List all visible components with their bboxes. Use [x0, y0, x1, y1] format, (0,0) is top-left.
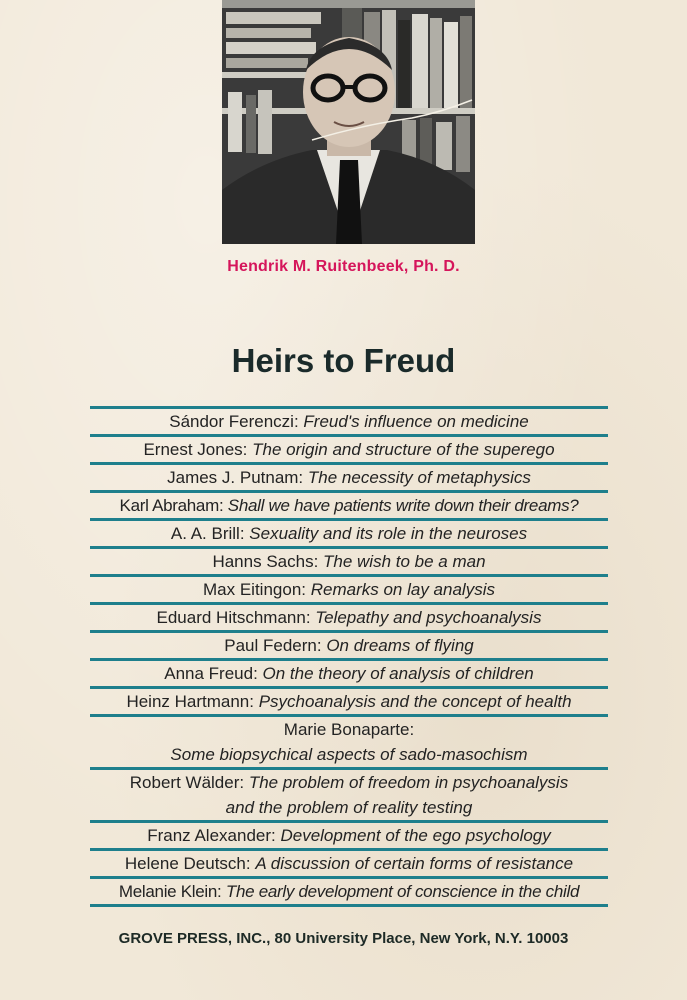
contents-entry: Melanie Klein: The early development of conscience in the child	[118, 882, 580, 901]
contents-entry: Eduard Hitschmann: Telepathy and psychoanalysis	[156, 608, 542, 627]
contents-entry: James J. Putnam: The necessity of metaphysics	[167, 468, 531, 487]
author-name: Hendrik M. Ruitenbeek, Ph. D.	[227, 258, 460, 275]
contents-entry: Karl Abraham: Shall we have patients write down their dreams?	[119, 496, 579, 515]
contents-entry: Ernest Jones: The origin and structure of the superego	[143, 440, 555, 459]
author-photo	[222, 0, 475, 244]
contents-entry: Hanns Sachs: The wish to be a man	[212, 552, 486, 571]
portrait-illustration	[222, 0, 475, 244]
contents-entry: Franz Alexander: Development of the ego psychology	[147, 826, 551, 845]
book-title: Heirs to Freud	[231, 342, 456, 379]
contents-entry: Paul Federn: On dreams of flying	[224, 636, 474, 655]
contents-entry: Robert Wälder: The problem of freedom in psychoanalysis and the problem of reality testing	[129, 773, 569, 817]
contents-entry: Heinz Hartmann: Psychoanalysis and the concept of health	[126, 692, 572, 711]
contents-entry: Helene Deutsch: A discussion of certain forms of resistance	[124, 854, 574, 873]
publisher-imprint: GROVE PRESS, INC., 80 University Place, New York, N.Y. 10003	[118, 930, 569, 947]
contents-entry: Marie Bonaparte: Some biopsychical aspects of sado-masochism	[170, 720, 528, 764]
contents-entry: Max Eitingon: Remarks on lay analysis	[203, 580, 495, 599]
contents-entry: Sándor Ferenczi: Freud's influence on medicine	[169, 412, 529, 431]
contents-entry: A. A. Brill: Sexuality and its role in the neuroses	[170, 524, 528, 543]
divider-rule	[90, 904, 608, 907]
contents-entry: Anna Freud: On the theory of analysis of children	[164, 664, 534, 683]
contents-list	[90, 406, 608, 907]
